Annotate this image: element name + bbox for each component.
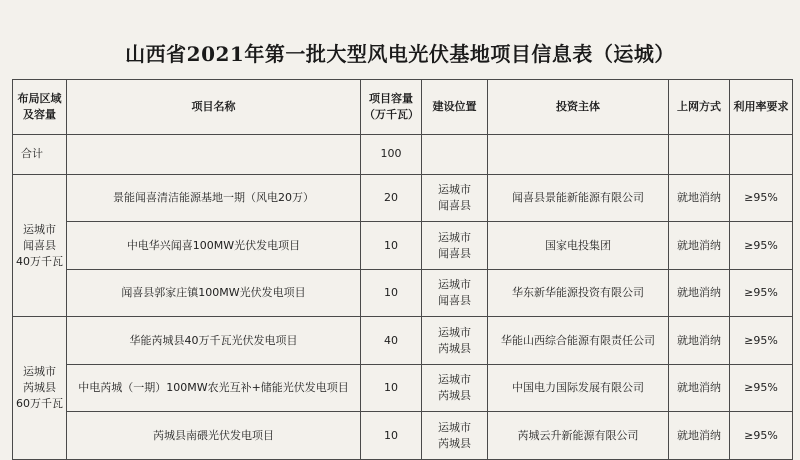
project-grid-mode: 就地消纳: [669, 222, 730, 270]
project-name: 闻喜县郭家庄镇100MW光伏发电项目: [67, 269, 361, 317]
header-capacity: 项目容量 （万千瓦）: [361, 80, 422, 135]
page-title: 山西省2021年第一批大型风电光伏基地项目信息表（运城）: [125, 42, 675, 66]
project-grid-mode: 就地消纳: [669, 269, 730, 317]
project-investor: 国家电投集团: [488, 222, 669, 270]
total-row: [13, 134, 793, 174]
project-utilization: ≥95%: [730, 364, 793, 412]
project-utilization: ≥95%: [730, 174, 793, 222]
project-utilization: ≥95%: [730, 412, 793, 460]
region-cell: 运城市 芮城县 60万千瓦: [13, 317, 67, 460]
project-location: 运城市 芮城县: [422, 317, 488, 365]
project-location: 运城市 芮城县: [422, 412, 488, 460]
project-name: 景能闻喜清洁能源基地一期（风电20万）: [67, 174, 361, 222]
project-grid-mode: 就地消纳: [669, 364, 730, 412]
header-row: [13, 80, 793, 135]
region-cell: 运城市 闻喜县 40万千瓦: [13, 174, 67, 317]
total-label: 合计: [13, 134, 67, 174]
project-location: 运城市 芮城县: [422, 364, 488, 412]
table-cell: [422, 134, 488, 174]
project-investor: 芮城云升新能源有限公司: [488, 412, 669, 460]
header-region: 布局区域 及容量: [13, 80, 67, 135]
project-location: 运城市 闻喜县: [422, 174, 488, 222]
header-utilization: 利用率要求: [730, 80, 793, 135]
project-location: 运城市 闻喜县: [422, 222, 488, 270]
project-name: 中电芮城（一期）100MW农光互补+储能光伏发电项目: [67, 364, 361, 412]
project-capacity: 10: [361, 269, 422, 317]
table-cell: [488, 134, 669, 174]
project-capacity: 10: [361, 412, 422, 460]
project-capacity: 10: [361, 222, 422, 270]
table-cell: [730, 134, 793, 174]
project-capacity: 10: [361, 364, 422, 412]
table-row: [13, 174, 793, 222]
total-capacity: 100: [361, 134, 422, 174]
project-name: 芮城县南碨光伏发电项目: [67, 412, 361, 460]
table-row: [13, 364, 793, 412]
project-utilization: ≥95%: [730, 269, 793, 317]
project-utilization: ≥95%: [730, 317, 793, 365]
table-row: [13, 412, 793, 460]
project-name: 华能芮城县40万千瓦光伏发电项目: [67, 317, 361, 365]
project-capacity: 40: [361, 317, 422, 365]
table-cell: [669, 134, 730, 174]
header-grid-mode: 上网方式: [669, 80, 730, 135]
table-cell: [67, 134, 361, 174]
header-investor: 投资主体: [488, 80, 669, 135]
project-investor: 华东新华能源投资有限公司: [488, 269, 669, 317]
table-row: [13, 317, 793, 365]
project-grid-mode: 就地消纳: [669, 317, 730, 365]
project-name: 中电华兴闻喜100MW光伏发电项目: [67, 222, 361, 270]
project-capacity: 20: [361, 174, 422, 222]
table-row: [13, 222, 793, 270]
project-grid-mode: 就地消纳: [669, 412, 730, 460]
header-location: 建设位置: [422, 80, 488, 135]
project-utilization: ≥95%: [730, 222, 793, 270]
project-investor: 华能山西综合能源有限责任公司: [488, 317, 669, 365]
project-grid-mode: 就地消纳: [669, 174, 730, 222]
header-project-name: 项目名称: [67, 80, 361, 135]
project-info-table: [12, 79, 793, 460]
project-location: 运城市 闻喜县: [422, 269, 488, 317]
project-investor: 闻喜县景能新能源有限公司: [488, 174, 669, 222]
table-row: [13, 269, 793, 317]
project-investor: 中国电力国际发展有限公司: [488, 364, 669, 412]
